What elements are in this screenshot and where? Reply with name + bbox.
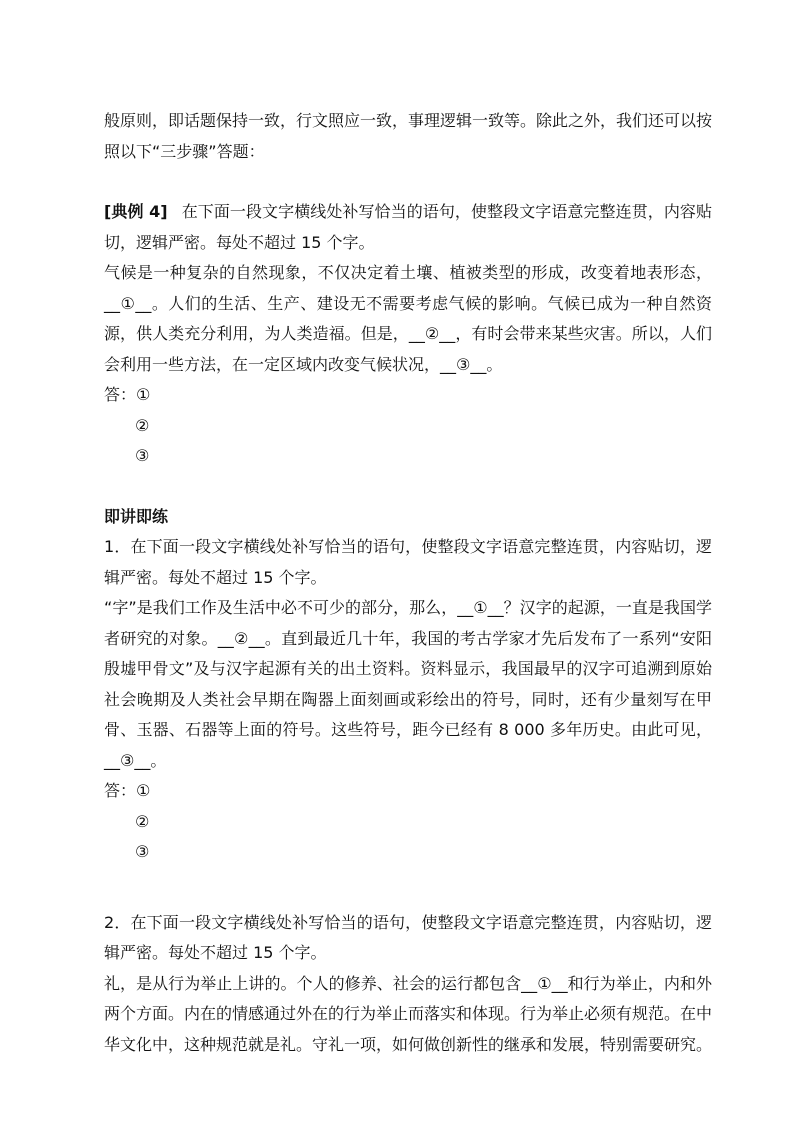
spacer	[104, 472, 712, 502]
question-1-answer-1: 答：①	[104, 781, 151, 800]
example-4-prompt	[104, 197, 712, 258]
question-1-answer-3: ③	[135, 842, 150, 861]
question-2-passage: 礼，是从行为举止上讲的。个人的修养、社会的运行都包含__①__和行为举止，内和外两个方面。内在的情感通过外在的行为举止而落实和体现。行为举止必须有规范。在中华文化中，这种规范就是礼。守礼一项，如何做创新性的继承和发展，特别需要研究。	[104, 973, 713, 1054]
example-4-answer-1: 答：①	[104, 385, 151, 404]
practice-section	[104, 502, 712, 1061]
practice-heading: 即讲即练	[104, 506, 169, 526]
question-1-passage: “字”是我们工作及生活中必不可少的部分，那么，__①__？汉字的起源，一直是我国学者研究的对象。__②__。直到最近几十年，我国的考古学家才先后发布了一系列“安阳殷墟甲骨文”及与汉字起源有关的出土资料。资料显示，我国最早的汉字可追溯到原始社会晚期及人类社会早期在陶器上面刻画或彩绘出的符号，同时，还有少量刻写在甲骨、玉器、石器等上面的符号。这些符号，距今已经有 8 000 多年历史。由此可见，__③__。	[104, 598, 712, 770]
example-4	[104, 197, 712, 472]
example-4-answer-2: ②	[135, 415, 150, 435]
example-4-label: [典例 4]	[104, 202, 168, 221]
spacer	[104, 868, 712, 908]
example-4-prompt-text: 在下面一段文字横线处补写恰当的语句，使整段文字语意完整连贯，内容贴切，逻辑严密。每处不超过 15 个字。	[104, 202, 712, 252]
question-1-prompt: 1．在下面一段文字横线处补写恰当的语句，使整段文字语意完整连贯，内容贴切，逻辑严密。每处不超过 15 个字。	[104, 537, 712, 587]
example-4-answer-3: ③	[135, 446, 150, 465]
question-1-answer-2: ②	[135, 811, 150, 831]
spacer	[104, 167, 712, 197]
document-content	[104, 106, 712, 1060]
question-2-prompt: 2．在下面一段文字横线处补写恰当的语句，使整段文字语意完整连贯，内容贴切，逻辑严密。每处不超过 15 个字。	[104, 912, 712, 962]
intro-line-2: 照以下“三步骤”答题：	[104, 141, 265, 161]
example-4-passage: 气候是一种复杂的自然现象，不仅决定着土壤、植被类型的形成，改变着地表形态，__①__。人们的生活、生产、建设无不需要考虑气候的影响。气候已成为一种自然资源，供人类充分利用，为人类造福。但是，__②__，有时会带来某些灾害。所以，人们会利用一些方法，在一定区域内改变气候状况，__③__。	[104, 263, 712, 374]
intro-line-1: 般原则，即话题保持一致，行文照应一致，事理逻辑一致等。除此之外，我们还可以按	[104, 111, 713, 130]
